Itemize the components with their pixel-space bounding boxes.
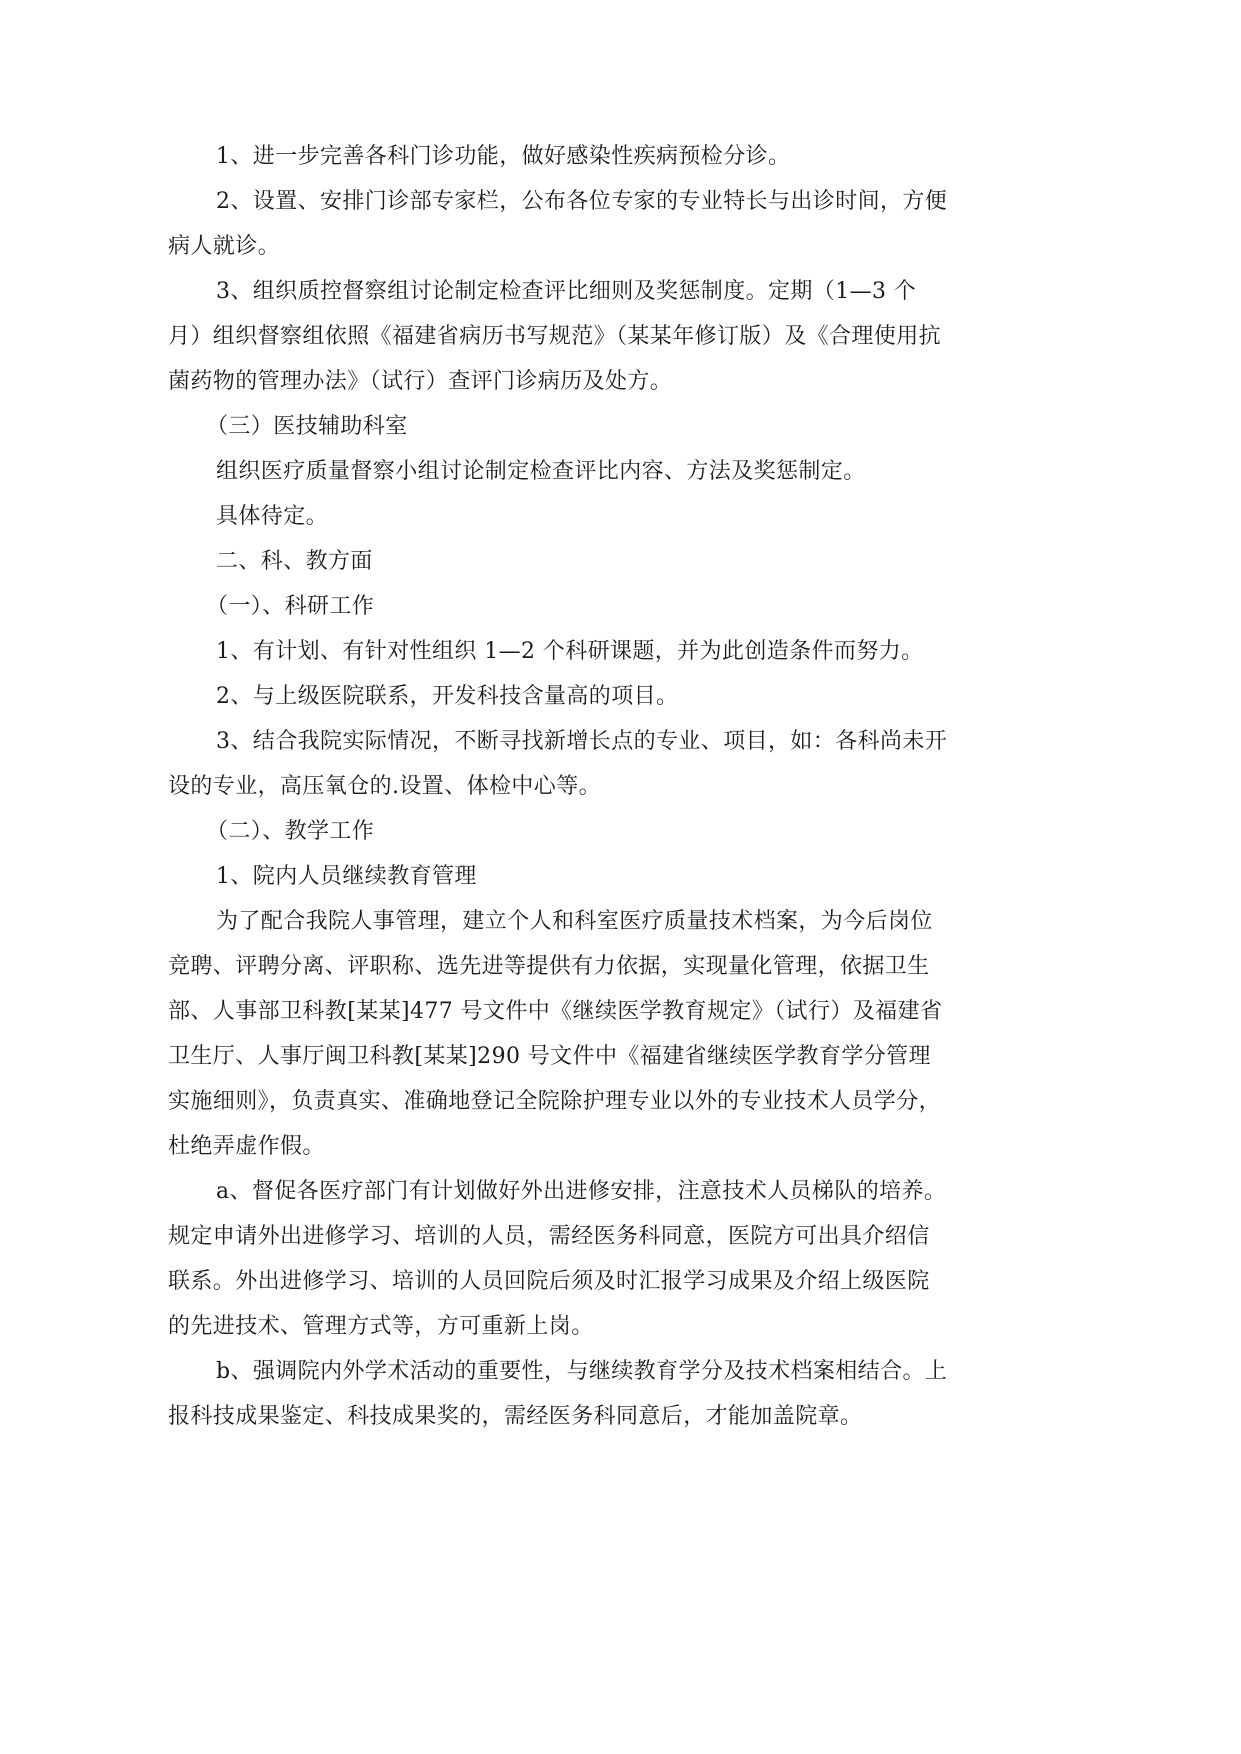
text-line: 为了配合我院人事管理，建立个人和科室医疗质量技术档案，为今后岗位 — [216, 909, 933, 934]
text-line: 卫生厅、人事厅闽卫科教[某某]290 号文件中《福建省继续医学教育学分管理 — [168, 1044, 931, 1069]
text-line: 杜绝弄虚作假。 — [168, 1134, 325, 1159]
text-line: a、督促各医疗部门有计划做好外出进修安排，注意技术人员梯队的培养。 — [216, 1179, 947, 1204]
section-heading: （一）、科研工作 — [206, 594, 375, 619]
text-line: 月）组织督察组依照《福建省病历书写规范》（某某年修订版）及《合理使用抗 — [168, 324, 942, 349]
text-line: 1、进一步完善各科门诊功能，做好感染性疾病预检分诊。 — [216, 144, 791, 169]
text-line: 1、院内人员继续教育管理 — [216, 864, 477, 889]
text-line: 2、设置、安排门诊部专家栏，公布各位专家的专业特长与出诊时间，方便 — [216, 189, 948, 214]
text-line: 设的专业，高压氧仓的.设置、体检中心等。 — [168, 774, 601, 799]
section-heading: 二、科、教方面 — [216, 549, 373, 574]
text-line: 3、组织质控督察组讨论制定检查评比细则及奖惩制度。定期（1—3 个 — [216, 279, 917, 304]
text-line: 竞聘、评聘分离、评职称、选先进等提供有力依据，实现量化管理，依据卫生 — [168, 954, 930, 979]
text-line: 具体待定。 — [216, 504, 329, 529]
text-line: 部、人事部卫科教[某某]477 号文件中《继续医学教育规定》（试行）及福建省 — [168, 999, 943, 1024]
text-line: 的先进技术、管理方式等，方可重新上岗。 — [168, 1314, 594, 1339]
text-line: 组织医疗质量督察小组讨论制定检查评比内容、方法及奖惩制定。 — [216, 459, 866, 484]
text-line: 3、结合我院实际情况，不断寻找新增长点的专业、项目，如：各科尚未开 — [216, 729, 948, 754]
text-line: 联系。外出进修学习、培训的人员回院后须及时汇报学习成果及介绍上级医院 — [168, 1269, 930, 1294]
text-line: 实施细则》，负责真实、准确地登记全院除护理专业以外的专业技术人员学分， — [168, 1089, 942, 1114]
text-line: 规定申请外出进修学习、培训的人员，需经医务科同意，医院方可出具介绍信 — [168, 1224, 930, 1249]
section-heading: （二）、教学工作 — [206, 819, 375, 844]
section-heading: （三）医技辅助科室 — [206, 414, 408, 439]
text-line: b、强调院内外学术活动的重要性，与继续教育学分及技术档案相结合。上 — [216, 1359, 948, 1384]
text-line: 菌药物的管理办法》（试行）查评门诊病历及处方。 — [168, 369, 673, 394]
text-line: 2、与上级医院联系，开发科技含量高的项目。 — [216, 684, 679, 709]
text-line: 1、有计划、有针对性组织 1—2 个科研课题，并为此创造条件而努力。 — [216, 639, 924, 664]
text-line: 报科技成果鉴定、科技成果奖的，需经医务科同意后，才能加盖院章。 — [168, 1404, 863, 1429]
text-line: 病人就诊。 — [168, 234, 281, 259]
